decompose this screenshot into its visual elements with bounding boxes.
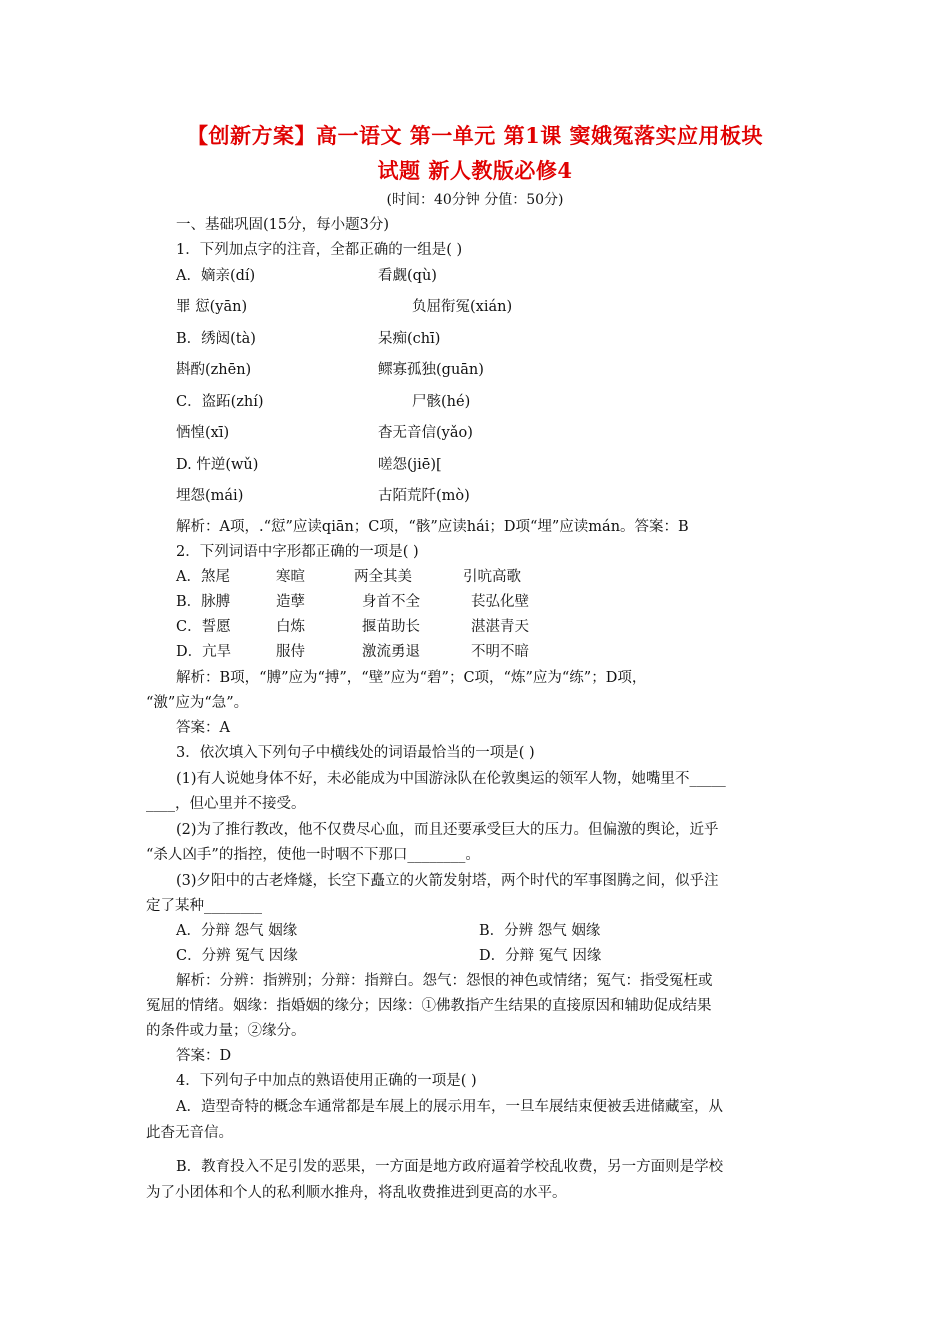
- q4-option-b-line1: B．教育投入不足引发的恶果，一方面是地方政府逼着学校乱收费，另一方面则是学校: [176, 1159, 724, 1175]
- q1-option-d3: 埋怨(mái): [176, 488, 244, 504]
- q4-option-a-line1: A．造型奇特的概念车通常都是车展上的展示用车，一旦车展结束便被丢进储藏室，从: [176, 1099, 723, 1115]
- q2-row-c-word3: 揠苗助长: [362, 619, 420, 635]
- q3-analysis-line2: 冤屈的情绪。姻缘：指婚姻的缘分；因缘：①佛教指产生结果的直接原因和辅助促成结果: [146, 998, 712, 1014]
- q2-row-d-word3: 激流勇退: [362, 644, 420, 660]
- q1-option-d4: 古陌荒阡(mò): [378, 488, 470, 504]
- q2-row-c-word2: 白炼: [276, 619, 305, 635]
- q3-option-a: A．分辩 怨气 姻缘: [176, 923, 298, 939]
- q2-row-b-word3: 身首不全: [362, 594, 420, 610]
- q2-row-a-word2: 寒暄: [276, 569, 305, 585]
- q3-sentence2-line2: “杀人凶手”的指控，使他一时咽不下那口________。: [146, 847, 480, 863]
- section-heading: 一、基础巩固(15分，每小题3分): [176, 217, 389, 233]
- q2-row-b-word2: 造孽: [276, 594, 305, 610]
- q3-stem: 3．依次填入下列句子中横线处的词语最恰当的一项是( ): [176, 745, 535, 761]
- q2-row-a-word3: 两全其美: [354, 569, 412, 585]
- q2-answer: 答案：A: [176, 720, 230, 736]
- q3-option-b: B．分辨 怨气 姻缘: [479, 923, 601, 939]
- q3-answer: 答案：D: [176, 1048, 232, 1064]
- q1-option-a1: A．嫡亲(dí): [176, 268, 256, 284]
- q1-option-b4: 鳏寡孤独(guān): [378, 362, 484, 378]
- q1-option-d1: D. 忤逆(wǔ): [176, 457, 259, 473]
- q2-row-d-word4: 不明不暗: [471, 644, 529, 660]
- q2-row-b-word4: 苌弘化壁: [471, 594, 529, 610]
- q1-option-b2: 呆痴(chī): [378, 331, 441, 347]
- q1-option-c3: 恓惶(xī): [176, 425, 230, 441]
- q3-option-d: D．分辩 冤气 因缘: [479, 948, 602, 964]
- q1-option-d2: 嗟怨(jiē)[: [378, 457, 442, 473]
- q1-option-b1: B．绣闼(tà): [176, 331, 256, 347]
- q1-option-a4: 负屈衔冤(xián): [412, 299, 513, 315]
- q2-row-a-word4: 引吭高歌: [463, 569, 521, 585]
- q1-option-a3: 罪 愆(yān): [176, 299, 248, 315]
- q1-option-b3: 斟酌(zhēn): [176, 362, 252, 378]
- time-score-info: (时间：40分钟 分值：50分): [386, 192, 564, 208]
- doc-title-line1: 【创新方案】高一语文 第一单元 第1课 窦娥冤落实应用板块: [186, 123, 764, 148]
- q3-option-c: C．分辨 冤气 因缘: [176, 948, 298, 964]
- q1-option-a2: 看觑(qù): [378, 268, 437, 284]
- q2-row-d-word2: 服侍: [276, 644, 305, 660]
- q1-option-c4: 杳无音信(yǎo): [378, 425, 473, 441]
- q1-option-c2: 尸骸(hé): [412, 394, 471, 410]
- q3-sentence2-line1: (2)为了推行教改，他不仅费尽心血，而且还要承受巨大的压力。但偏激的舆论，近乎: [176, 822, 719, 838]
- q3-sentence3-line2: 定了某种________: [146, 898, 262, 914]
- q3-sentence1-line1: (1)有人说她身体不好，未必能成为中国游泳队在伦敦奥运的领军人物，她嘴里不_____: [176, 771, 726, 787]
- q4-option-b-line2: 为了小团体和个人的私利顺水推舟，将乱收费推进到更高的水平。: [146, 1185, 567, 1201]
- q2-row-b-word1: B．脉膊: [176, 594, 231, 610]
- q3-analysis-line1: 解析：分辨：指辨别；分辩：指辩白。怨气：怨恨的神色或情绪；冤气：指受冤枉或: [176, 973, 713, 989]
- q2-row-d-word1: D．亢旱: [176, 644, 232, 660]
- q2-analysis-line2: “激”应为“急”。: [146, 695, 249, 711]
- q2-row-a-word1: A．煞尾: [176, 569, 230, 585]
- q4-option-a-line2: 此杳无音信。: [146, 1125, 233, 1141]
- q3-analysis-line3: 的条件或力量；②缘分。: [146, 1023, 306, 1039]
- q3-sentence3-line1: (3)夕阳中的古老烽燧，长空下矗立的火箭发射塔，两个时代的军事图腾之间，似乎注: [176, 873, 719, 889]
- q2-row-c-word1: C．誓愿: [176, 619, 231, 635]
- q3-sentence1-line2: ____，但心里并不接受。: [146, 796, 306, 812]
- q2-stem: 2．下列词语中字形都正确的一项是( ): [176, 544, 419, 560]
- doc-title-line2: 试题 新人教版必修4: [377, 158, 573, 183]
- q2-row-c-word4: 湛湛青天: [471, 619, 529, 635]
- q1-option-c1: C．盗跖(zhí): [176, 394, 264, 410]
- q1-analysis: 解析：A项，.“愆”应读qiān；C项，“骸”应读hái；D项“埋”应读mán。答案：B: [176, 519, 689, 535]
- q4-stem: 4．下列句子中加点的熟语使用正确的一项是( ): [176, 1073, 477, 1089]
- q2-analysis-line1: 解析：B项，“膊”应为“搏”，“壁”应为“碧”；C项，“炼”应为“练”；D项，: [176, 670, 647, 686]
- q1-stem: 1．下列加点字的注音，全都正确的一组是( ): [176, 242, 463, 258]
